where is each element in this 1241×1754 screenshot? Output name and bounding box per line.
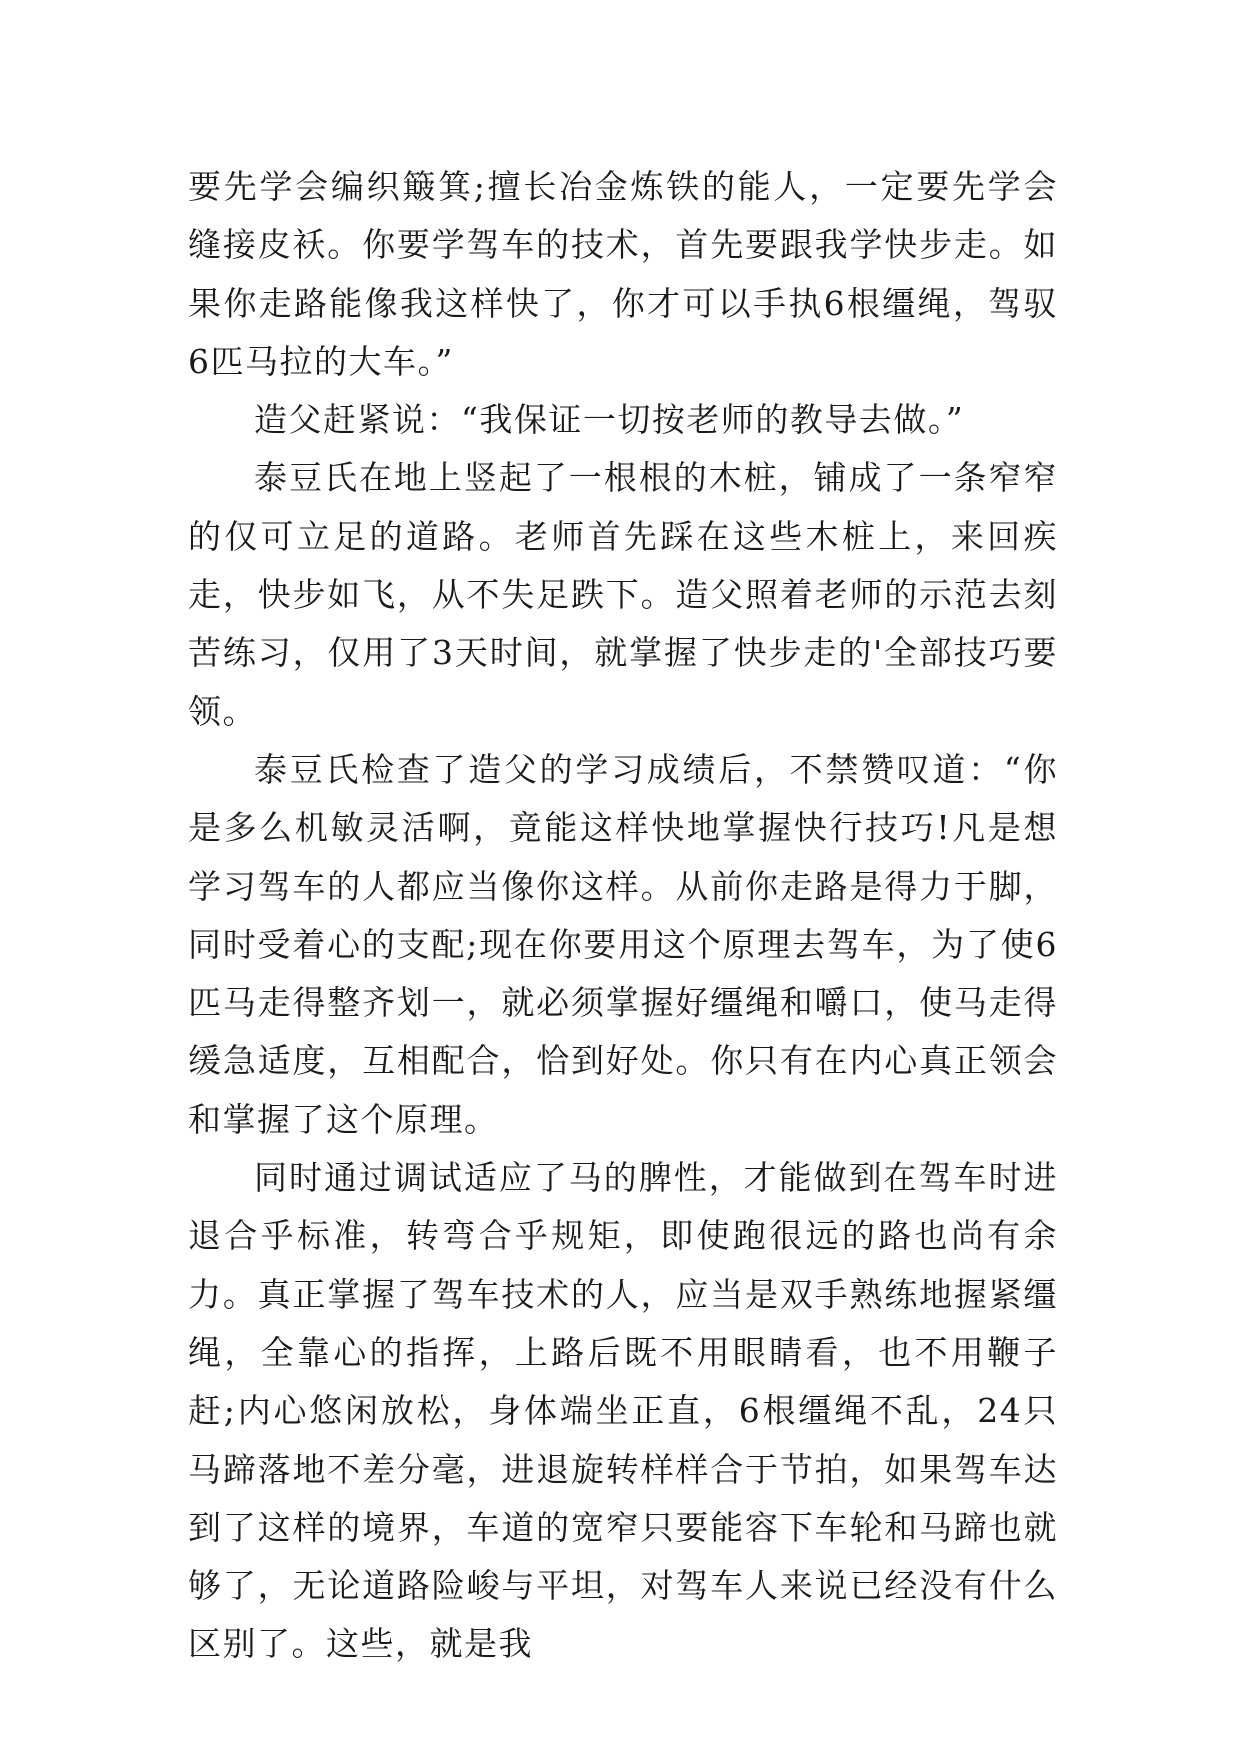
paragraph-1: 要先学会编织簸箕;擅长冶金炼铁的能人，一定要先学会缝接皮袄。你要学驾车的技术，首先要跟我学快步走。如果你走路能像我这样快了，你才可以手执6根缰绳，驾驭6匹马拉的大车。” — [188, 167, 1058, 381]
paragraph-5: 同时通过调试适应了马的脾性，才能做到在驾车时进退合乎标准，转弯合乎规矩，即使跑很远的路也尚有余力。真正掌握了驾车技术的人，应当是双手熟练地握紧缰绳，全靠心的指挥，上路后既不用眼睛看，也不用鞭子赶;内心悠闲放松，身体端坐正直，6根缰绳不乱，24只马蹄落地不差分毫，进退旋转样样合于节拍，如果驾车达到了这样的境界，车道的宽窄只要能容下车轮和马蹄也就够了，无论道路险峻与平坦，对驾车人来说已经没有什么区别了。这些，就是我 — [188, 1158, 1058, 1664]
paragraph-4: 泰豆氏检查了造父的学习成绩后，不禁赞叹道：“你是多么机敏灵活啊，竟能这样快地掌握快行技巧!凡是想学习驾车的人都应当像你这样。从前你走路是得力于脚，同时受着心的支配;现在你要用这个原理去驾车，为了使6匹马走得整齐划一，就必须掌握好缰绳和嚼口，使马走得缓急适度，互相配合，恰到好处。你只有在内心真正领会和掌握了这个原理。 — [188, 749, 1058, 1139]
paragraph-2: 造父赶紧说：“我保证一切按老师的教导去做。” — [254, 400, 965, 440]
paragraph-3: 泰豆氏在地上竖起了一根根的木桩，铺成了一条窄窄的仅可立足的道路。老师首先踩在这些木桩上，来回疾走，快步如飞，从不失足跌下。造父照着老师的示范去刻苦练习，仅用了3天时间，就掌握了快步走的'全部技巧要领。 — [188, 458, 1058, 731]
body-text — [188, 158, 1058, 1674]
